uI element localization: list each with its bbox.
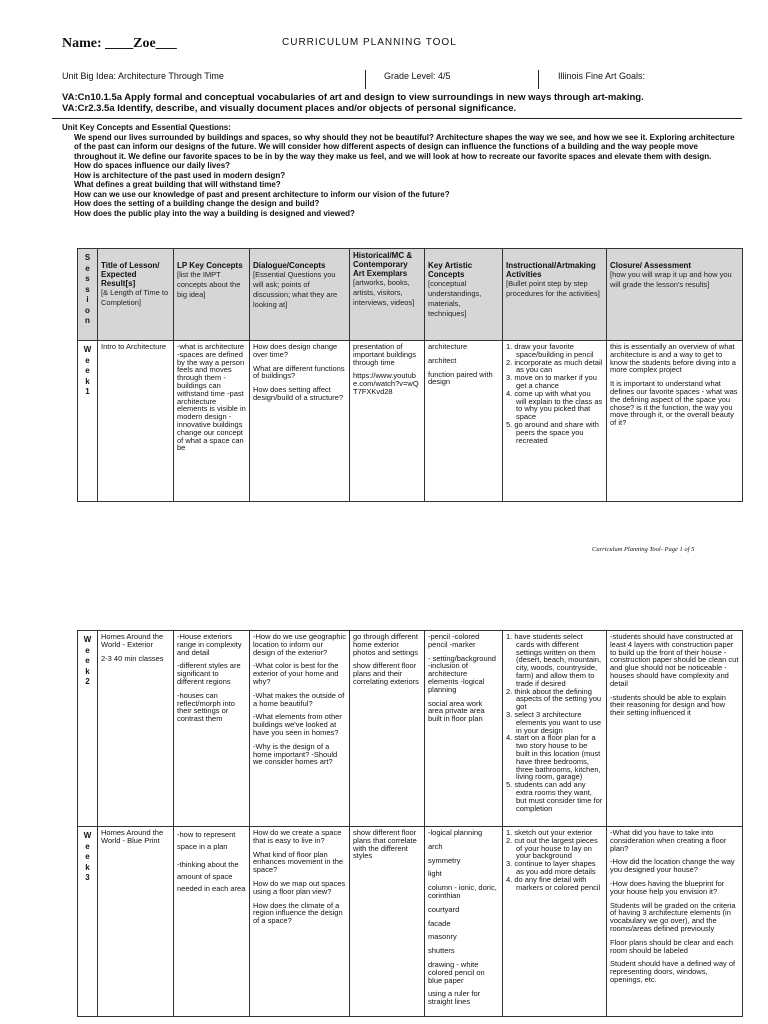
unit-big-idea: Unit Big Idea: Architecture Through Time [62, 71, 224, 81]
illinois-goals: Illinois Fine Art Goals: [558, 71, 646, 81]
meta-divider [365, 70, 366, 89]
header-title: Title of Lesson/ Expected Result[s] [& Length of Time to Completion] [98, 249, 174, 341]
header-artistic: Key Artistic Concepts [conceptual understandings, materials, techniques] [425, 249, 503, 341]
week2-closure: -students should have constructed at least 4 layers with construction paper to build up the front of their house -construction paper should be clean cut and glue should not be noticeable -houses should have complexity and detail -students should be able to explain their reasoning for design and how their setting influenced it [607, 631, 743, 827]
week3-historical: show different floor plans that correlate with the different styles [350, 827, 425, 1017]
week3-artistic: -logical planning arch symmetry light column - ionic, doric, corinthian courtyard facade masonry shutters drawing - white colored pencil on blue paper using a ruler for straight lines [425, 827, 503, 1017]
week2-historical: go through different home exterior photos and settings show different floor plans and their correlating exteriors [350, 631, 425, 827]
curriculum-table-page1 [77, 248, 743, 502]
essential-question: How is architecture of the past used in modern design? [74, 170, 286, 180]
header-dialogue: Dialogue/Concepts [Essential Questions you will ask; points of discussion; what they are looking at] [250, 249, 350, 341]
table-row-week1 [78, 341, 743, 502]
week3-title: Homes Around the World - Blue Print [98, 827, 174, 1017]
grade-level: Grade Level: 4/5 [384, 71, 451, 81]
standard-1: VA:Cn10.1.5a Apply formal and conceptual vocabularies of art and design to view surroundings in new ways through art-making. [62, 92, 644, 103]
header-session: S e s s i o n [78, 249, 98, 341]
name-label: Name: [62, 36, 102, 51]
week3-instructional: 1. sketch out your exterior 2. cut out the largest pieces of your house to lay on your background 3. continue to layer shapes as you add more details 4. do any fine detail with markers or colored pencil [503, 827, 607, 1017]
page-footer: Curriculum Planning Tool- Page 1 of 5 [592, 546, 695, 553]
header-historical: Historical/MC & Contemporary Art Exemplars [artworks, books, artists, visitors, interviews, videos] [350, 249, 425, 341]
week1-historical: presentation of important buildings through time https://www.youtube.com/watch?v=wQT7FXKvd28 [350, 341, 425, 502]
concepts-block [62, 123, 742, 218]
essential-question: How does the public play into the way a building is designed and viewed? [74, 208, 355, 218]
week2-lp: -House exteriors range in complexity and detail -different styles are significant to different regions -houses can reflect/morph into their settings or contrast them [174, 631, 250, 827]
concepts-paragraph: We spend our lives surrounded by buildings and spaces, so why should they not be beautiful? Architecture shapes the way we see, and how we see it. Exploring architecture of the past can inform our designs of the future. We will consider how different aspects of design can influence the functions of a building and the way people move throughout it. We define our favorite spaces to be in by the way they make us feel, and we will look at how to recreate our favorite spaces and elevate them with design. [74, 132, 735, 161]
essential-question: How can we use our knowledge of past and present architecture to inform our vision of the future? [74, 189, 450, 199]
week1-title: Intro to Architecture [98, 341, 174, 502]
week3-closure: -What did you have to take into consideration when creating a floor plan? -How did the location change the way you designed your house? -How does having the blueprint for your house help you envision it? Students will be graded on the criteria of having 3 architecture elements (in vocabulary we go over), and the rooms/areas defined previously Floor plans should be clear and each room should be labeled Student should have a defined way of representing doors, windows, openings, etc. [607, 827, 743, 1017]
week1-instructional: 1. draw your favorite space/building in pencil 2. incorporate as much detail as you can 3. move on to marker if you get a chance 4. come up with what you will explain to the class as to why you picked that space 5. go around and share with peers the space you recreated [503, 341, 607, 502]
week2-artistic: -pencil -colored pencil -marker - setting/background -inclusion of architecture elements -logical planning social area work area private area built in floor plan [425, 631, 503, 827]
essential-question: How do spaces influence our daily lives? [74, 161, 231, 170]
header-instructional: Instructional/Artmaking Activities [Bullet point step by step procedures for the activities] [503, 249, 607, 341]
week2-title: Homes Around the World - Exterior 2-3 40 min classes [98, 631, 174, 827]
essential-question: What defines a great building that will withstand time? [74, 180, 281, 189]
document-title: CURRICULUM PLANNING TOOL [282, 37, 457, 48]
session-week2: W e e k 2 [78, 631, 98, 827]
week1-lp: -what is architecture -spaces are defined by the way a person feels and moves through them -buildings can withstand time -past architecture elements is visible in modern design -innovative buildings change our concept of what a space can be [174, 341, 250, 502]
student-name [62, 36, 177, 52]
week1-closure: this is essentially an overview of what architecture is and a way to get to know the students before diving into a more complex project It is important to understand what defines our favorite spaces - what was the defining aspect of the space you chose? is it the function, the way you move through it, or the overall beauty of it? [607, 341, 743, 502]
concepts-heading: Unit Key Concepts and Essential Questions: [62, 123, 231, 132]
table-header-row [78, 249, 743, 341]
name-value: ____Zoe___ [105, 36, 177, 51]
meta-divider [538, 70, 539, 89]
week1-artistic: architecture architect function paired with design [425, 341, 503, 502]
session-week1: W e e k 1 [78, 341, 98, 502]
divider-line [52, 118, 742, 119]
week2-dialogue: -How do we use geographic location to inform our design of the exterior? -What color is best for the exterior of your home and why? -What makes the outside of a home beautiful? -What elements from other buildings we've looked at have you seen in homes? -Why is the design of a home important? -Should we consider homes art? [250, 631, 350, 827]
standards-block [62, 92, 742, 114]
table-row-week3 [78, 827, 743, 1017]
session-week3: W e e k 3 [78, 827, 98, 1017]
curriculum-table-page2 [77, 630, 743, 1017]
week1-dialogue: How does design change over time? What are different functions of buildings? How does setting affect design/build of a structure? [250, 341, 350, 502]
table-row-week2 [78, 631, 743, 827]
week2-instructional: 1. have students select cards with different settings written on them (desert, beach, mountain, city, woods, countryside, farm) and allow them to trade if desired 2. think about the defining aspects of the setting you got 3. select 3 architecture elements you want to use in your design 4. start on a floor plan for a two story house to be built in this location (must have three bedrooms, three bathrooms, kitchen, living room, garage) 5. students can add any extra rooms they want, but must consider time for completion [503, 631, 607, 827]
standard-2: VA:Cr2.3.5a Identify, describe, and visually document places and/or objects of personal significance. [62, 103, 517, 114]
header-lp: LP Key Concepts [list the IMPT concepts about the big idea] [174, 249, 250, 341]
header-closure: Closure/ Assessment [how you will wrap it up and how you will grade the lesson's results] [607, 249, 743, 341]
essential-question: How does the setting of a building change the design and build? [74, 199, 320, 208]
week3-lp: -how to represent space in a plan -thinking about the amount of space needed in each area [174, 827, 250, 1017]
week3-dialogue: How do we create a space that is easy to live in? What kind of floor plan enhances movement in the space? How do we map out spaces using a floor plan view? How does the climate of a region influence the design of a space? [250, 827, 350, 1017]
